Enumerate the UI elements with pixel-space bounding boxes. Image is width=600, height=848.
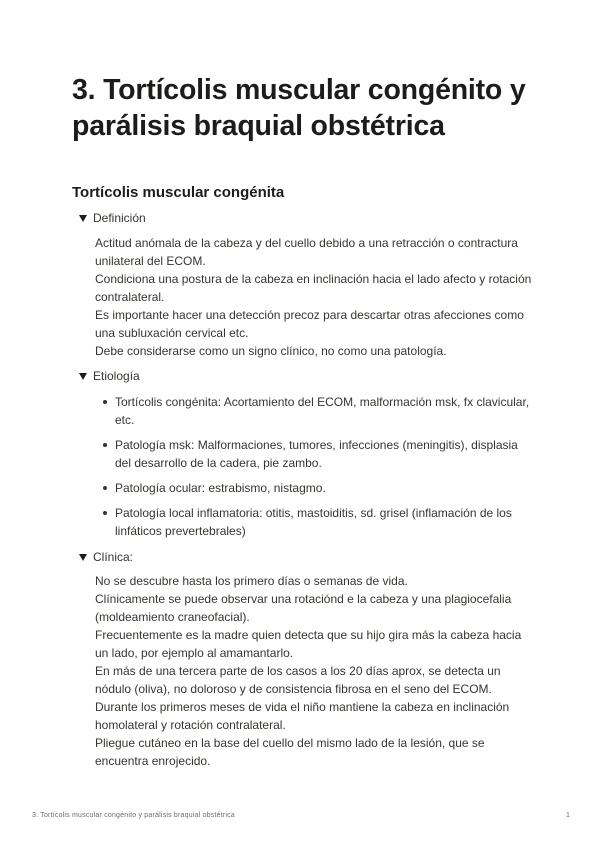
triangle-down-icon[interactable] bbox=[79, 373, 87, 380]
paragraph: Clínicamente se puede observar una rotaciónd e la cabeza y una plagiocefalia (moldeamiento craneofacial). bbox=[95, 592, 512, 624]
footer-title: 3. Tortícolis muscular congénito y parálisis braquial obstétrica bbox=[32, 812, 235, 819]
paragraph: Durante los primeros meses de vida el niño mantiene la cabeza en inclinación homolateral y rotación contralateral. bbox=[95, 700, 510, 732]
bullet-icon bbox=[103, 486, 107, 490]
paragraph: Actitud anómala de la cabeza y del cuello debido a una retracción o contractura unilateral del ECOM. bbox=[95, 236, 518, 268]
paragraph: En más de una tercera parte de los casos a los 20 días aprox, se detecta un nódulo (oliva), no doloroso y de consistencia fibrosa en el seno del ECOM. bbox=[95, 664, 501, 696]
paragraph: No se descubre hasta los primero días o semanas de vida. bbox=[95, 574, 408, 588]
etiologia-list bbox=[95, 393, 535, 547]
toggle-label: Definición bbox=[93, 211, 146, 225]
paragraph: Es importante hacer una detección precoz para descartar otras afecciones como una subluxación cervical etc. bbox=[95, 308, 524, 340]
list-item: Patología msk: Malformaciones, tumores, infecciones (meningitis), displasia del desarrollo de la cadera, pie zambo. bbox=[95, 436, 535, 472]
page-number: 1 bbox=[566, 812, 570, 819]
list-item: Tortícolis congénita: Acortamiento del ECOM, malformación msk, fx clavicular, etc. bbox=[95, 393, 535, 429]
paragraph: Debe considerarse como un signo clínico, no como una patología. bbox=[95, 344, 447, 358]
definicion-content bbox=[95, 234, 535, 360]
toggle-label: Etiología bbox=[93, 369, 140, 383]
clinica-content bbox=[95, 572, 535, 770]
toggle-clinica[interactable] bbox=[79, 549, 133, 565]
bullet-icon bbox=[103, 400, 107, 404]
paragraph: Frecuentemente es la madre quien detecta que su hijo gira más la cabeza hacia un lado, por ejemplo al amamantarlo. bbox=[95, 628, 522, 660]
paragraph: Condiciona una postura de la cabeza en inclinación hacia el lado afecto y rotación contralateral. bbox=[95, 272, 532, 304]
triangle-down-icon[interactable] bbox=[79, 215, 87, 222]
bullet-icon bbox=[103, 443, 107, 447]
list-item: Patología local inflamatoria: otitis, mastoiditis, sd. grisel (inflamación de los linfáticos prevertebrales) bbox=[95, 504, 535, 540]
bullet-icon bbox=[103, 511, 107, 515]
page-title: 3. Tortícolis muscular congénito y parálisis braquial obstétrica bbox=[72, 74, 526, 142]
toggle-label: Clínica: bbox=[93, 550, 134, 564]
triangle-down-icon[interactable] bbox=[79, 554, 87, 561]
list-item: Patología ocular: estrabismo, nistagmo. bbox=[95, 479, 535, 497]
toggle-etiologia[interactable] bbox=[79, 368, 140, 384]
section-heading: Tortícolis muscular congénita bbox=[72, 184, 285, 201]
toggle-definicion[interactable] bbox=[79, 210, 146, 226]
paragraph: Pliegue cutáneo en la base del cuello del mismo lado de la lesión, que se encuentra enrojecido. bbox=[95, 736, 485, 768]
